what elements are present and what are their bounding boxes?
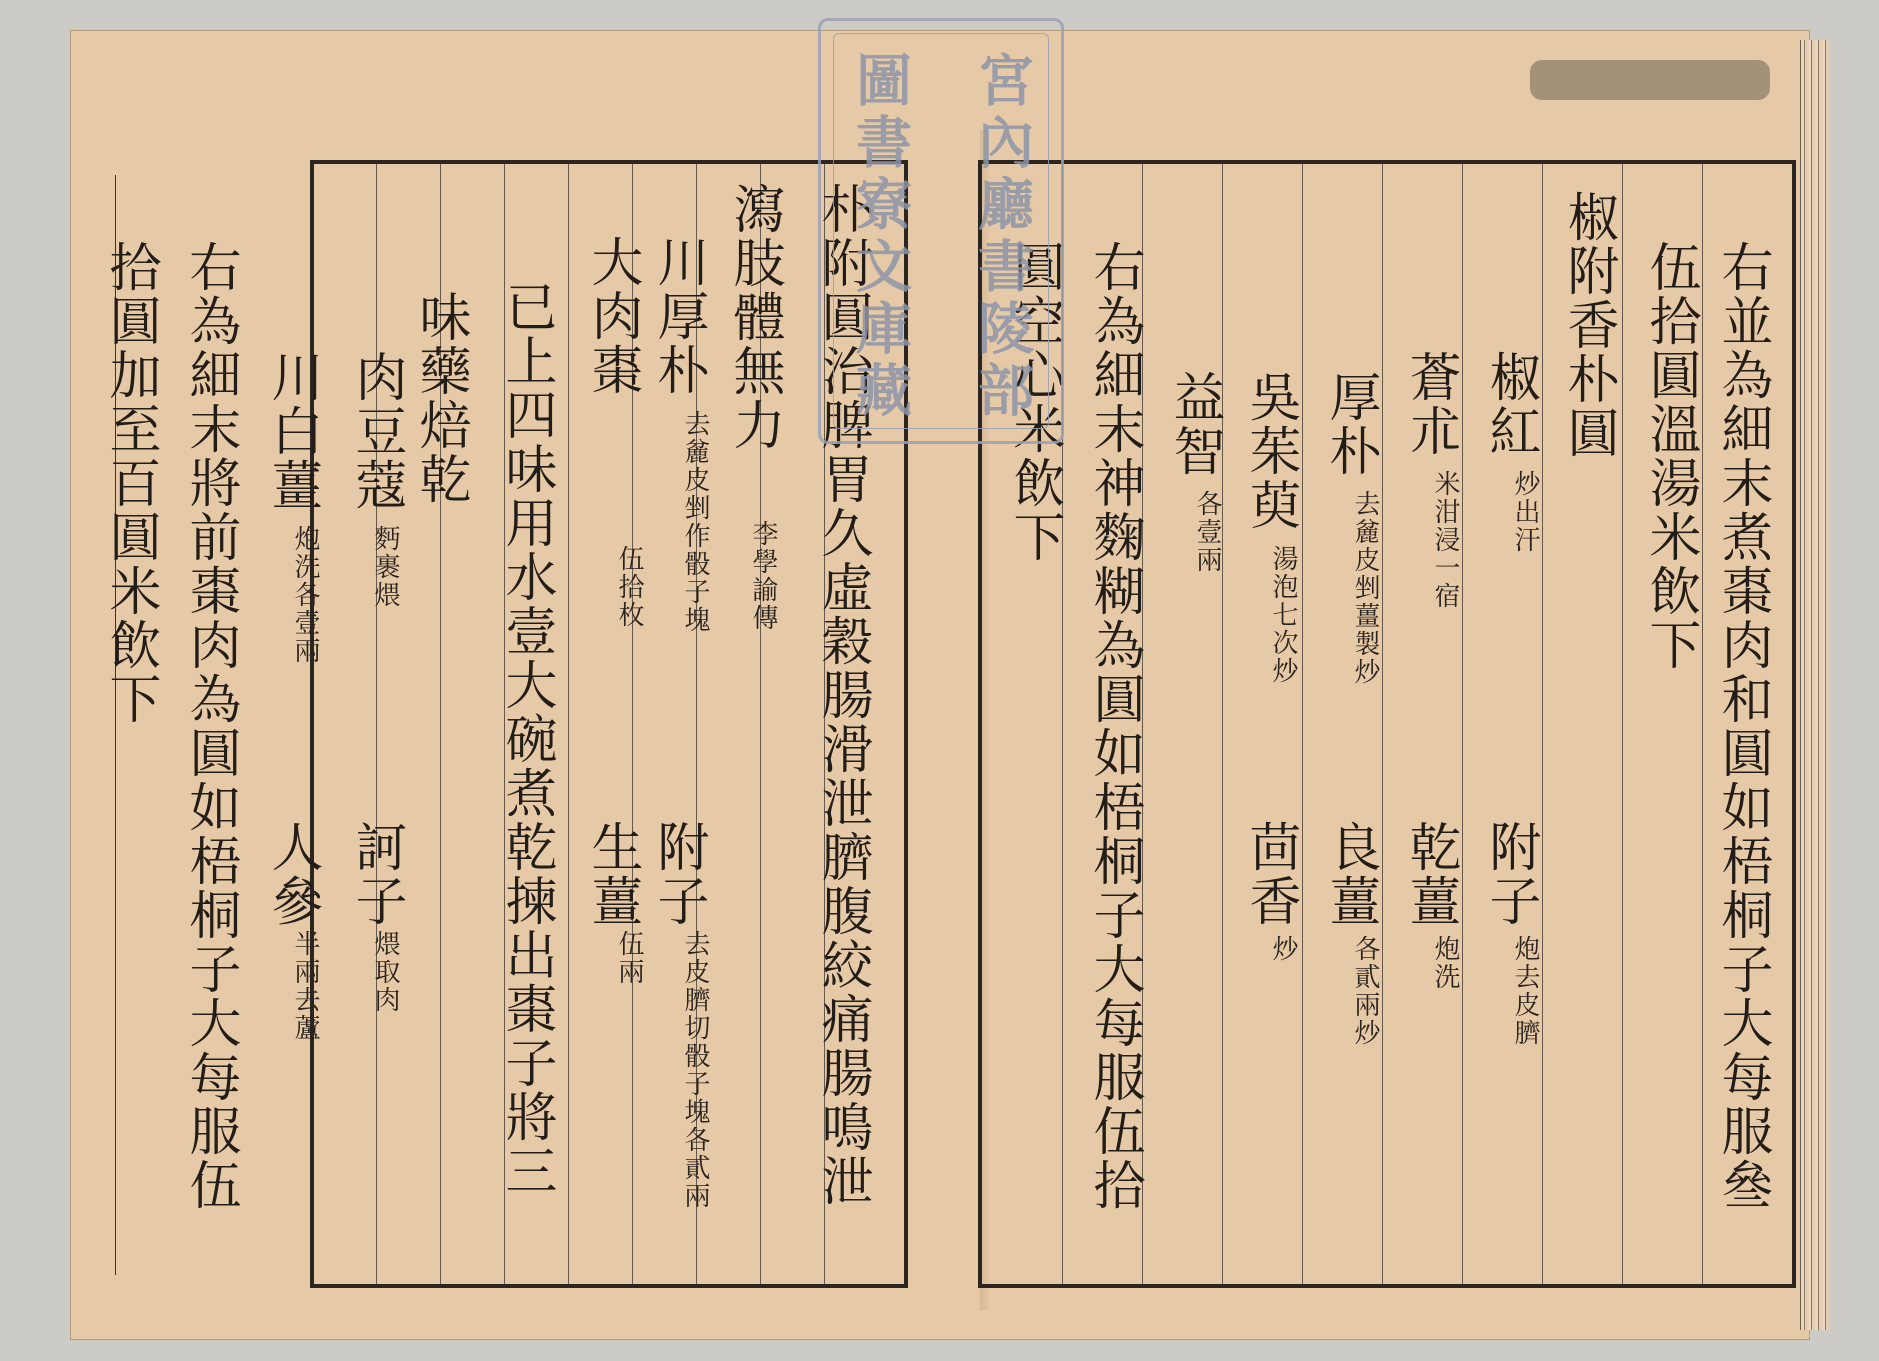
column-rule	[1622, 164, 1623, 1284]
annotation: 湯泡七次炒	[1268, 545, 1298, 685]
text-line: 厚朴	[1320, 370, 1380, 478]
text-line: 川白薑	[262, 350, 322, 512]
annotation: 煨取肉	[370, 930, 400, 1014]
text-line: 右為細末將前棗肉為圓如梧桐子大每服伍	[180, 240, 240, 1212]
column-rule	[1222, 164, 1223, 1284]
text-line: 味藥焙乾	[410, 290, 470, 506]
annotation: 各貳兩炒	[1350, 935, 1380, 1047]
column-rule	[1702, 164, 1703, 1284]
annotation: 炮去皮臍	[1510, 935, 1540, 1047]
library-seal	[818, 18, 1064, 444]
text-line: 訶子	[346, 820, 406, 928]
text-line: 人參	[262, 820, 322, 928]
column-rule	[1542, 164, 1543, 1284]
text-line: 圓空心米飲下	[1004, 240, 1064, 564]
annotation: 炮洗各壹兩	[290, 525, 320, 665]
text-line: 良薑	[1320, 820, 1380, 928]
seal-text: 宮內廳書陵部	[969, 51, 1035, 423]
annotation: 去麄皮剉作骰子塊	[680, 410, 710, 634]
column-rule	[568, 164, 569, 1284]
annotation: 伍拾枚	[614, 545, 644, 629]
text-line: 右為細末神麴糊為圓如梧桐子大每服伍拾	[1084, 240, 1144, 1212]
text-line: 椒紅	[1480, 350, 1540, 458]
text-line: 已上四味用水壹大碗煮乾揀出棗子將三	[496, 280, 556, 1198]
text-line: 拾圓加至百圓米飲下	[100, 240, 160, 726]
text-line: 吳茱萸	[1240, 370, 1300, 532]
column-rule	[376, 164, 377, 1284]
ink-smudge	[1530, 60, 1770, 100]
text-line: 大肉棗	[582, 235, 642, 397]
annotation: 半兩去蘆	[290, 930, 320, 1042]
text-line: 瀉肢體無力	[724, 182, 784, 452]
text-line: 附子	[648, 820, 708, 928]
annotation: 去麄皮剉薑製炒	[1350, 490, 1380, 686]
annotation: 去皮臍切骰子塊各貳兩	[680, 930, 710, 1210]
annotation: 各壹兩	[1192, 490, 1222, 574]
seal-text: 圖書寮文庫藏	[847, 51, 913, 423]
column-rule	[1462, 164, 1463, 1284]
annotation: 麪裹煨	[370, 525, 400, 609]
text-line: 肉豆蔻	[346, 350, 406, 512]
annotation: 炒出汗	[1510, 470, 1540, 554]
text-line: 右並為細末煮棗肉和圓如梧桐子大每服叄	[1712, 240, 1772, 1212]
page-edges	[1800, 40, 1829, 1330]
text-line: 乾薑	[1400, 820, 1460, 928]
text-line: 朴附圓治脾胃久虛穀腸滑泄臍腹絞痛腸鳴泄	[812, 182, 872, 1208]
text-line: 伍拾圓溫湯米飲下	[1640, 240, 1700, 672]
annotation: 李學諭傳	[748, 520, 778, 632]
column-rule	[1382, 164, 1383, 1284]
text-line: 川厚朴	[648, 235, 708, 397]
annotation: 炮洗	[1430, 935, 1460, 991]
annotation: 米泔浸一宿	[1430, 470, 1460, 610]
text-line: 生薑	[582, 820, 642, 928]
annotation: 伍兩	[614, 930, 644, 986]
text-line: 附子	[1480, 820, 1540, 928]
text-line: 茴香	[1240, 820, 1300, 928]
text-line: 益智	[1164, 370, 1224, 478]
text-line: 椒附香朴圓	[1558, 190, 1618, 460]
annotation: 炒	[1268, 935, 1298, 963]
text-line: 蒼朮	[1400, 350, 1460, 458]
column-rule	[1302, 164, 1303, 1284]
